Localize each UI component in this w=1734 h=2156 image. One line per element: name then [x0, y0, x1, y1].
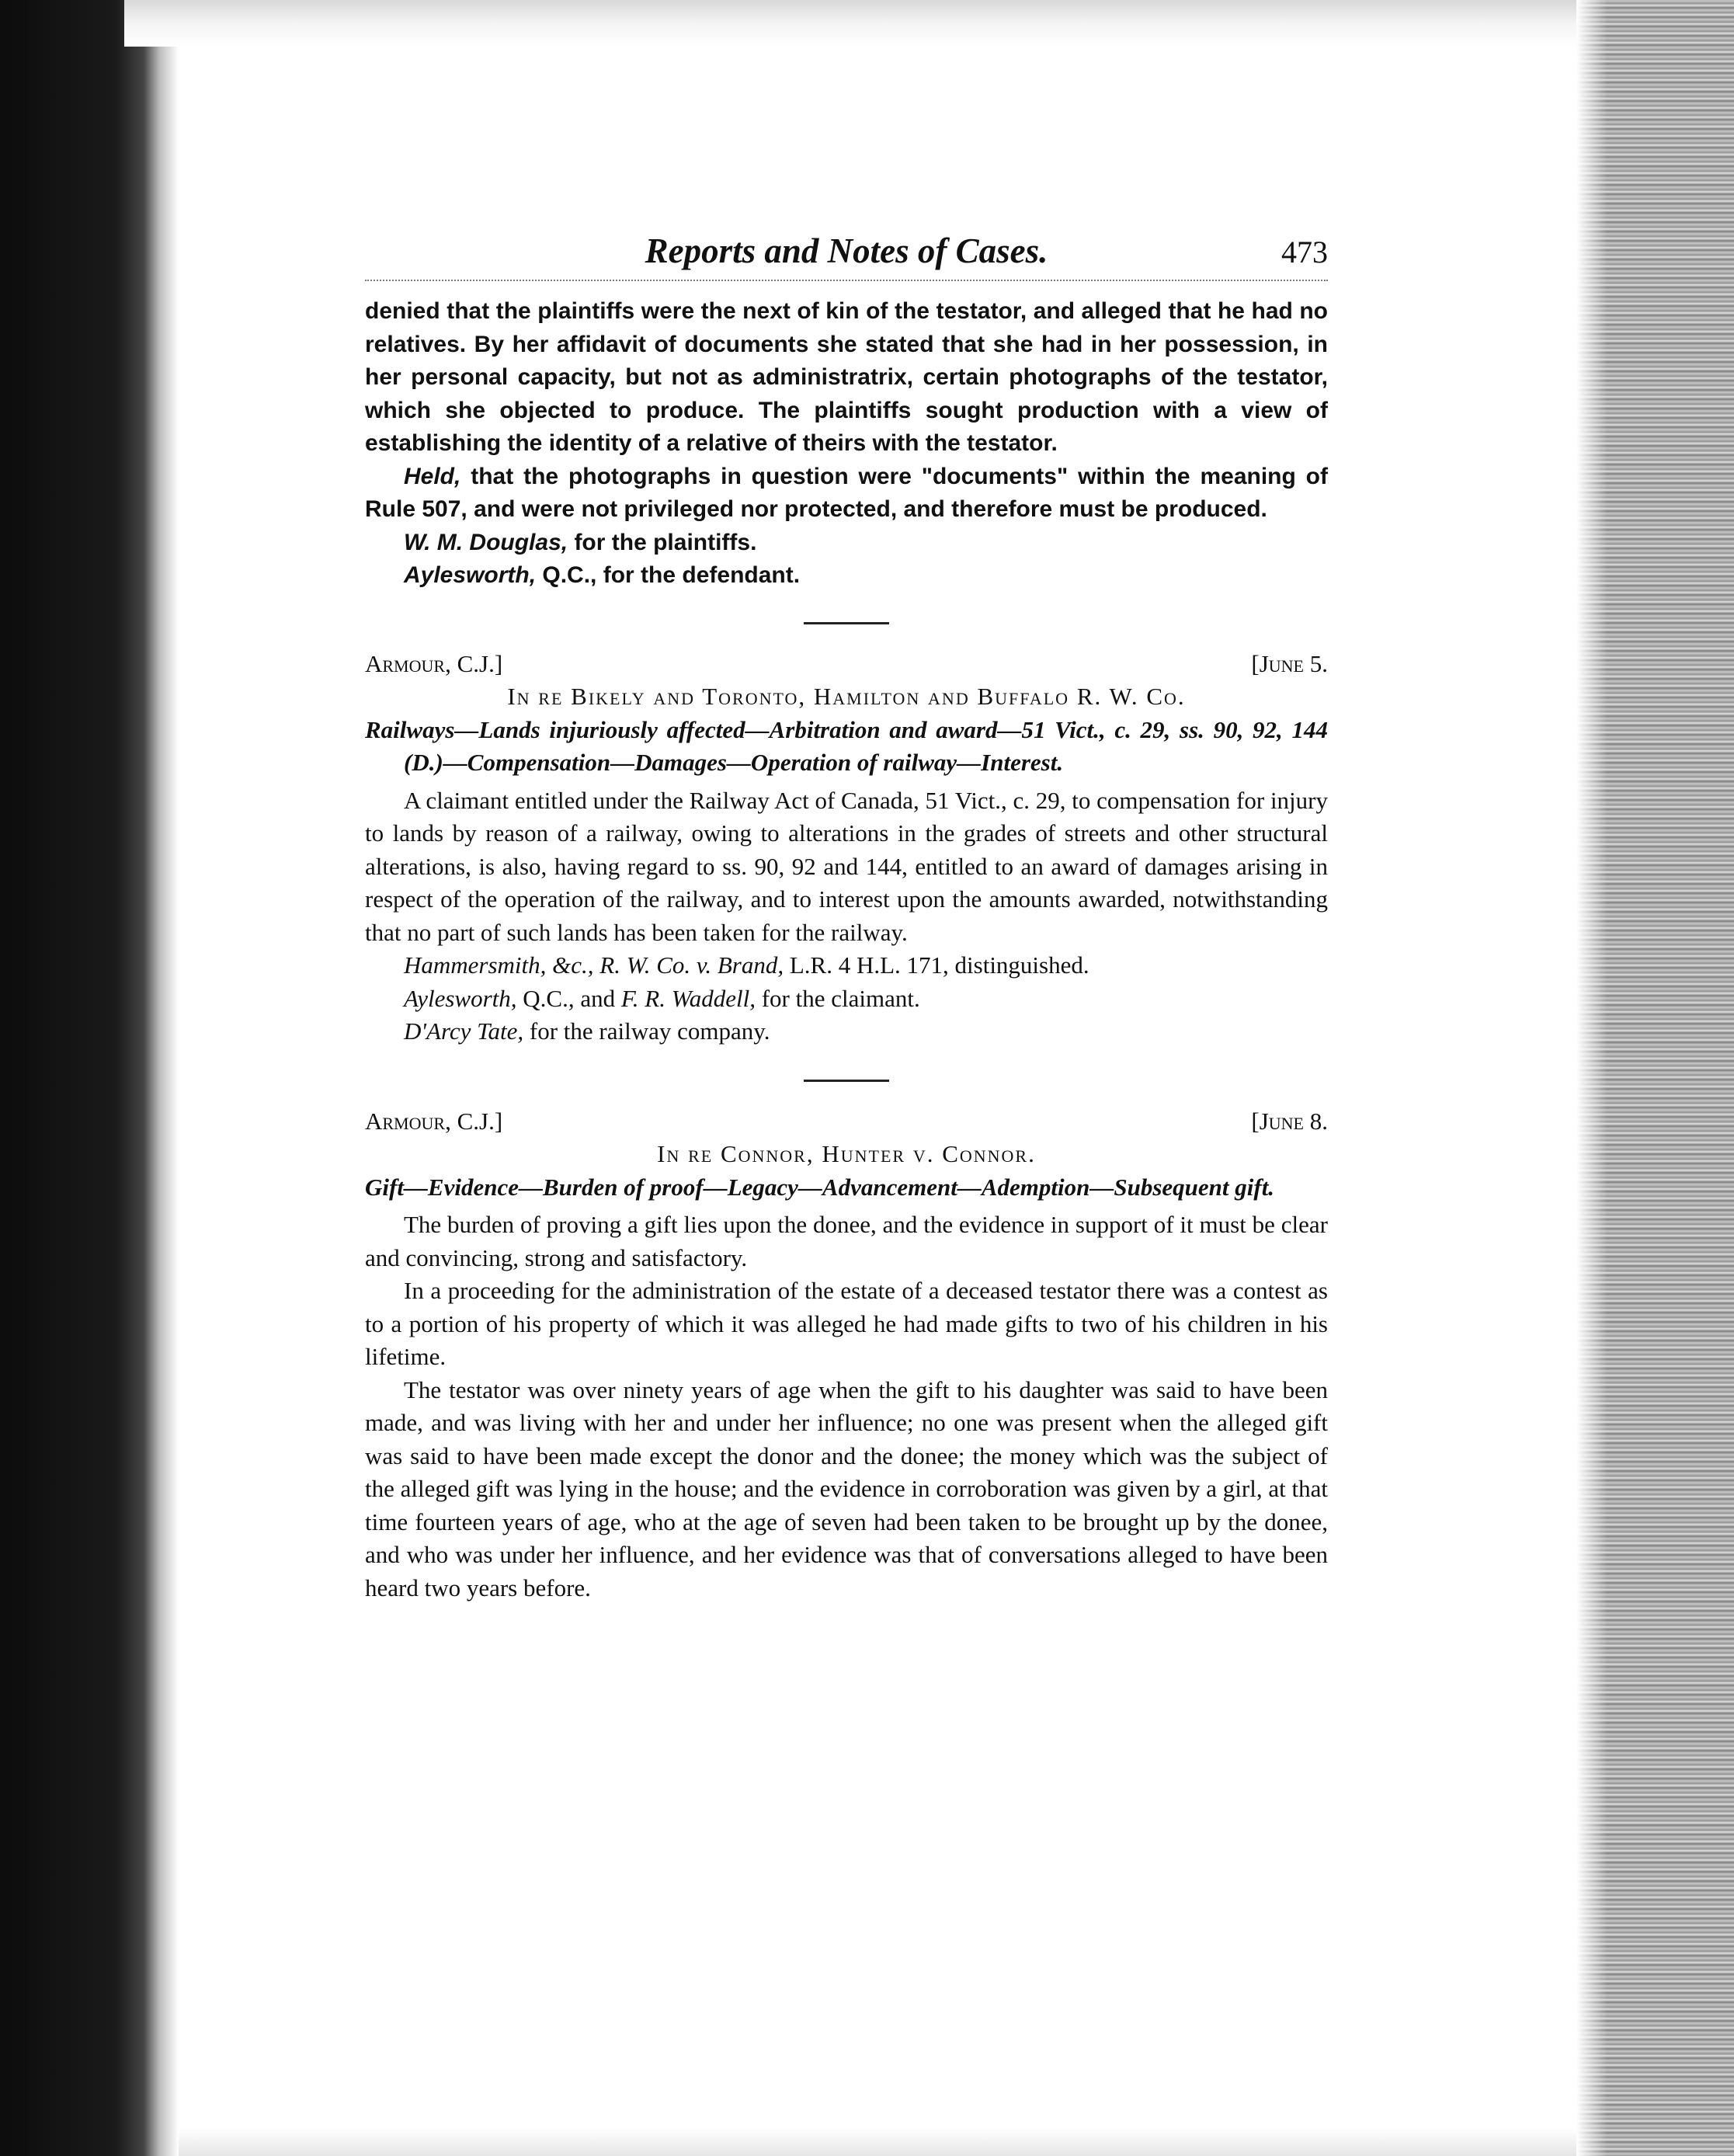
case2-counsel-railway [365, 1015, 1328, 1048]
case1-counsel-defendant [365, 559, 1328, 593]
case-2 [365, 648, 1328, 1048]
counsel-role: for the railway company. [523, 1017, 770, 1045]
case3-headnote: Gift—Evidence—Burden of proof—Legacy—Advancement—Ademption—Subsequent gift. [365, 1173, 1275, 1201]
case3-judge: Armour, C.J.] [365, 1107, 503, 1135]
case3-paragraph-1: The burden of proving a gift lies upon the donee, and the evidence in support of it must be clear and convincing, strong and satisfactory. [365, 1211, 1328, 1271]
counsel-name: Aylesworth, [404, 562, 537, 588]
case3-date: [June 8. [1251, 1107, 1328, 1135]
citation-name: Hammersmith, &c., R. W. Co. v. Brand, [404, 951, 784, 979]
case2-counsel-claimant [365, 982, 1328, 1016]
case2-citation [365, 949, 1328, 982]
case3-judge-line [365, 1105, 1328, 1139]
citation-rest: L.R. 4 H.L. 171, distinguished. [784, 951, 1089, 979]
case3-paragraph-2: In a proceeding for the administration of the estate of a deceased testator there was a contest as to a portion of his property of which it was alleged he had made gifts to two of his children in his lifetime. [365, 1277, 1328, 1370]
case1-held [365, 461, 1328, 527]
case3-title: In re Connor, Hunter v. Connor. [657, 1140, 1036, 1167]
scan-top-edge [124, 0, 1600, 47]
case1-counsel-plaintiffs [365, 527, 1328, 560]
counsel-name: W. M. Douglas, [404, 529, 568, 555]
section-divider [804, 1080, 889, 1082]
running-title: Reports and Notes of Cases. [645, 231, 1048, 270]
counsel-role: for the claimant. [755, 984, 920, 1012]
page-header [365, 233, 1328, 281]
scan-left-edge [0, 0, 179, 2156]
case2-headnote: Railways—Lands injuriously affected—Arbitration and award—51 Vict., c. 29, ss. 90, 92, 144 (D.)—Compensation—Damages—Operation of railway—Interest. [365, 715, 1328, 776]
scan-bottom-edge [179, 2128, 1576, 2156]
counsel-role: Q.C., for the defendant. [536, 562, 801, 588]
case1-paragraph: denied that the plaintiffs were the next of kin of the testator, and alleged that he had no relatives. By her affidavit of documents she stated that she had in her possession, in her personal capacity, but not as administratrix, certain photographs of the testator, which she objected to produce. The plaintiffs sought production with a view of establishing the identity of a relative of theirs with the testator. [365, 298, 1328, 456]
case-1 [365, 295, 1328, 593]
case-3 [365, 1105, 1328, 1605]
counsel-name-2: F. R. Waddell, [620, 984, 756, 1012]
case2-judge-line [365, 648, 1328, 681]
counsel-role: for the plaintiffs. [568, 529, 757, 555]
counsel-name: Aylesworth, [404, 984, 517, 1012]
held-text: that the photographs in question were "documents" within the meaning of Rule 507, and were not privileged nor protected, and therefore must be produced. [365, 463, 1328, 522]
section-divider [804, 622, 889, 624]
page-content [365, 233, 1328, 1605]
case2-paragraph: A claimant entitled under the Railway Act of Canada, 51 Vict., c. 29, to compensation for injury to lands by reason of a railway, owing to alterations in the grades of streets and other structural alterations, is also, having regard to ss. 90, 92 and 144, entitled to an award of damages arising in respect of the operation of the railway, and to interest upon the amounts awarded, notwithstanding that no part of such lands has been taken for the railway. [365, 786, 1328, 946]
case3-paragraph-3: The testator was over ninety years of age when the gift to his daughter was said to have been made, and was living with her and under her influence; no one was present when the alleged gift was said to have been made except the donor and the donee; the money which was the subject of the alleged gift was lying in the house; and the evidence in corroboration was given by a girl, at that time fourteen years of age, who at the age of seven had been taken to be brought up by the donee, and who was under her influence, and her evidence was that of conversations alleged to have been heard two years before. [365, 1375, 1328, 1601]
case2-date: [June 5. [1251, 649, 1328, 677]
case2-title: In re Bikely and Toronto, Hamilton and Buffalo R. W. Co. [507, 683, 1186, 710]
held-label: Held, [404, 463, 461, 489]
counsel-joiner: Q.C., and [516, 984, 621, 1012]
page-number: 473 [1281, 235, 1328, 270]
scan-right-edge-fade [1576, 0, 1607, 2156]
counsel-name: D'Arcy Tate, [404, 1017, 524, 1045]
case2-judge: Armour, C.J.] [365, 649, 503, 677]
